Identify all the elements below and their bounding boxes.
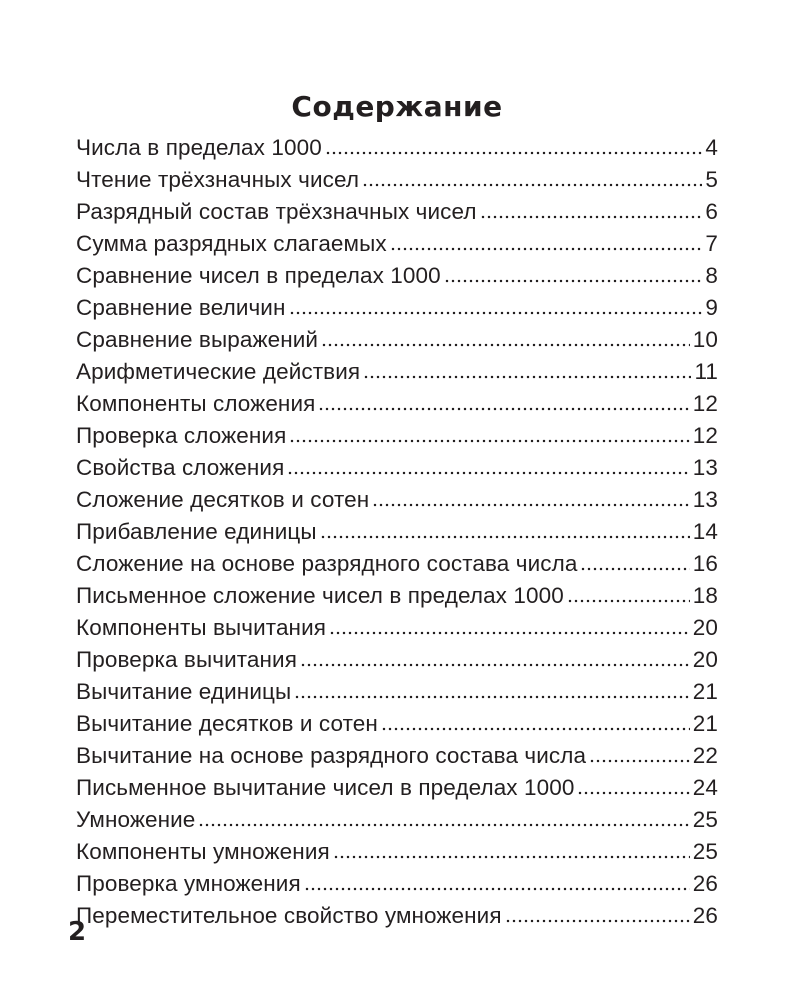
toc-entry-title: Письменное вычитание чисел в пределах 1000 — [76, 775, 575, 800]
toc-entry-page: 26 — [692, 903, 718, 928]
toc-entry — [76, 836, 718, 868]
toc-entry-page: 25 — [692, 807, 718, 832]
toc-entry-page: 7 — [705, 231, 718, 256]
dot-leader — [372, 503, 690, 507]
dot-leader — [589, 759, 690, 763]
toc-entry — [76, 260, 718, 292]
dot-leader — [294, 695, 690, 699]
toc-entry-title: Чтение трёхзначных чисел — [76, 167, 360, 192]
toc-entry-title: Вычитание десятков и сотен — [76, 711, 378, 736]
toc-entry-title: Разрядный состав трёхзначных чисел — [76, 199, 477, 224]
toc-entry — [76, 740, 718, 772]
toc-entry-title: Числа в пределах 1000 — [76, 135, 322, 160]
toc-entry-page: 16 — [692, 551, 718, 576]
toc-entry-page: 20 — [692, 615, 718, 640]
toc-entry-page: 8 — [705, 263, 718, 288]
toc-entry-title: Проверка сложения — [76, 423, 287, 448]
toc-entry — [76, 164, 718, 196]
dot-leader — [287, 471, 689, 475]
toc-entry-title: Вычитание единицы — [76, 679, 292, 704]
toc-entry — [76, 356, 718, 388]
toc-entry — [76, 804, 718, 836]
page-number: 2 — [68, 917, 87, 947]
toc-entry — [76, 484, 718, 516]
page-title: Содержание — [291, 89, 503, 123]
dot-leader — [480, 215, 703, 219]
dot-leader — [444, 279, 703, 283]
dot-leader — [333, 855, 690, 859]
toc-entry-page: 14 — [692, 519, 718, 544]
toc-entry — [76, 580, 718, 612]
toc-entry — [76, 772, 718, 804]
dot-leader — [381, 727, 690, 731]
toc-entry-page: 11 — [694, 359, 718, 384]
toc-entry — [76, 196, 718, 228]
toc-entry-title: Арифметические действия — [76, 359, 361, 384]
toc-entry-page: 12 — [692, 391, 718, 416]
toc-entry — [76, 676, 718, 708]
toc-entry-page: 26 — [692, 871, 718, 896]
toc-entry-title: Компоненты сложения — [76, 391, 316, 416]
dot-leader — [362, 183, 702, 187]
toc-entry-title: Сумма разрядных слагаемых — [76, 231, 387, 256]
toc-entry — [76, 420, 718, 452]
toc-entry-title: Сложение десятков и сотен — [76, 487, 370, 512]
toc-entry — [76, 292, 718, 324]
toc-entry-title: Сравнение чисел в пределах 1000 — [76, 263, 441, 288]
toc-entry-page: 22 — [692, 743, 718, 768]
dot-leader — [329, 631, 690, 635]
toc-entry-title: Вычитание на основе разрядного состава числа — [76, 743, 587, 768]
toc-entry-page: 25 — [692, 839, 718, 864]
toc-entry-title: Проверка вычитания — [76, 647, 297, 672]
toc-entry-page: 13 — [692, 455, 718, 480]
toc-entry-page: 12 — [692, 423, 718, 448]
dot-leader — [577, 791, 689, 795]
toc-entry — [76, 548, 718, 580]
toc-entry — [76, 324, 718, 356]
dot-leader — [300, 663, 690, 667]
toc-entry-title: Компоненты вычитания — [76, 615, 327, 640]
toc-entry-title: Проверка умножения — [76, 871, 301, 896]
toc-entry — [76, 516, 718, 548]
dot-leader — [198, 823, 689, 827]
dot-leader — [320, 535, 690, 539]
toc-entry — [76, 132, 718, 164]
toc-entry-title: Переместительное свойство умножения — [76, 903, 502, 928]
toc-entry-page: 13 — [692, 487, 718, 512]
toc-entry-page: 4 — [705, 135, 718, 160]
toc-entry — [76, 612, 718, 644]
dot-leader — [321, 343, 690, 347]
toc-entry-page: 21 — [692, 711, 718, 736]
toc-entry-page: 18 — [692, 583, 718, 608]
dot-leader — [505, 919, 690, 923]
toc-entry — [76, 228, 718, 260]
toc-entry-page: 20 — [692, 647, 718, 672]
dot-leader — [289, 439, 689, 443]
toc-entry-title: Сложение на основе разрядного состава числа — [76, 551, 578, 576]
toc-entry-title: Письменное сложение чисел в пределах 1000 — [76, 583, 564, 608]
toc-entry-title: Свойства сложения — [76, 455, 285, 480]
dot-leader — [390, 247, 703, 251]
toc-entry — [76, 452, 718, 484]
table-of-contents — [76, 132, 718, 932]
toc-entry-page: 21 — [692, 679, 718, 704]
dot-leader — [325, 151, 703, 155]
toc-entry-title: Умножение — [76, 807, 196, 832]
dot-leader — [304, 887, 690, 891]
toc-entry-title: Компоненты умножения — [76, 839, 330, 864]
toc-entry-title: Сравнение выражений — [76, 327, 319, 352]
dot-leader — [567, 599, 690, 603]
toc-entry — [76, 868, 718, 900]
toc-entry-page: 9 — [705, 295, 718, 320]
toc-entry-page: 24 — [692, 775, 718, 800]
toc-entry-page: 5 — [705, 167, 718, 192]
dot-leader — [363, 375, 691, 379]
toc-entry-title: Сравнение величин — [76, 295, 286, 320]
toc-entry — [76, 708, 718, 740]
toc-entry — [76, 388, 718, 420]
dot-leader — [580, 567, 689, 571]
toc-entry — [76, 900, 718, 932]
toc-entry-page: 10 — [692, 327, 718, 352]
toc-entry-title: Прибавление единицы — [76, 519, 317, 544]
toc-entry — [76, 644, 718, 676]
dot-leader — [289, 311, 703, 315]
dot-leader — [318, 407, 689, 411]
toc-entry-page: 6 — [705, 199, 718, 224]
